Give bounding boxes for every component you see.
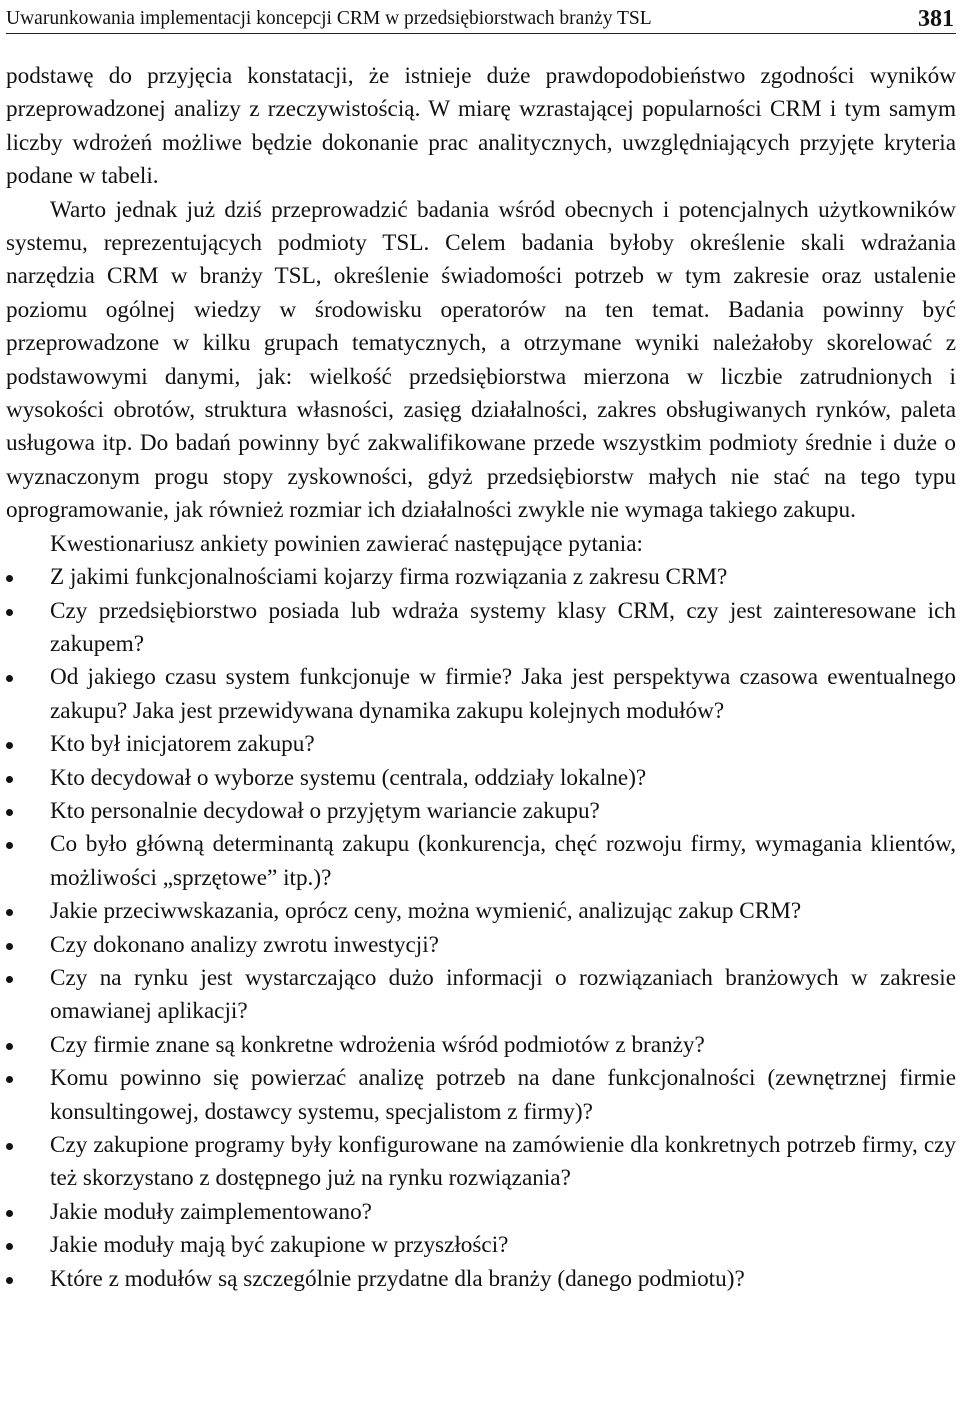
page-number: 381	[918, 6, 954, 32]
bullet-icon	[6, 842, 13, 849]
list-item	[6, 1029, 956, 1062]
bullet-icon	[6, 1076, 13, 1083]
question-text: Z jakimi funkcjonalnościami kojarzy firma rozwiązania z zakresu CRM?	[50, 564, 728, 591]
bullet-icon	[6, 776, 13, 783]
list-item	[6, 561, 956, 594]
question-text: Jakie moduły zaimplementowano?	[50, 1198, 372, 1225]
questionnaire-list	[6, 561, 956, 1296]
bullet-icon	[6, 809, 13, 816]
question-text: Jakie przeciwwskazania, oprócz ceny, można wymienić, analizując zakup CRM?	[50, 898, 802, 925]
list-item	[6, 929, 956, 962]
bullet-icon	[6, 1143, 13, 1150]
list-item	[6, 828, 956, 895]
body-text	[6, 60, 956, 1296]
list-item	[6, 895, 956, 928]
paragraph-questionnaire-intro: Kwestionariusz ankiety powinien zawierać następujące pytania:	[50, 530, 643, 557]
running-header	[6, 0, 956, 34]
question-text: Od jakiego czasu system funkcjonuje w firmie? Jaka jest perspektywa czasowa ewentualnego zakupu? Jaka jest przewidywana dynamika zakupu kolejnych modułów?	[50, 664, 956, 724]
list-item	[6, 795, 956, 828]
question-text: Komu powinno się powierzać analizę potrzeb na dane funkcjonalności (zewnętrznej firmie konsultingowej, dostawcy systemu, specjalistom z firmy)?	[50, 1065, 956, 1125]
bullet-icon	[6, 1277, 13, 1284]
list-item	[6, 595, 956, 662]
list-item	[6, 1196, 956, 1229]
bullet-icon	[6, 909, 13, 916]
question-text: Kto był inicjatorem zakupu?	[50, 731, 315, 758]
bullet-icon	[6, 742, 13, 749]
list-item	[6, 762, 956, 795]
question-text: Czy na rynku jest wystarczająco dużo informacji o rozwiązaniach branżowych w zakresie omawianej aplikacji?	[50, 964, 956, 1025]
question-text: Kto decydował o wyborze systemu (centrala, oddziały lokalne)?	[50, 764, 647, 791]
question-text: Kto personalnie decydował o przyjętym wariancie zakupu?	[50, 797, 600, 824]
bullet-icon	[6, 1243, 13, 1250]
paragraph-research: Warto jednak już dziś przeprowadzić badania wśród obecnych i potencjalnych użytkowników systemu, reprezentujących podmioty TSL. Celem badania byłoby określenie skali wdrażania narzędzia CRM w branży TSL, określenie świadomości potrzeb w tym zakresie oraz ustalenie poziomu ogólnej wiedzy w środowisku operatorów na ten temat. Badania powinny być przeprowadzone w kilku grupach tematycznych, a otrzymane wyniki należałoby skorelować z podstawowymi danymi, jak: wielkość przedsiębiorstwa mierzona w liczbie zatrudnionych i wysokości obrotów, struktura własności, zasięg działalności, zakres obsługiwanych rynków, paleta usługowa itp. Do badań powinny być zakwalifikowane przede wszystkim podmioty średnie i duże o wyznaczonym progu stopy zyskowności, gdyż przedsiębiorstw małych nie stać na tego typu oprogramowanie, jak również rozmiar ich działalności zwykle nie wymaga takiego zakupu.	[6, 196, 956, 524]
list-item	[6, 1263, 956, 1296]
question-text: Czy przedsiębiorstwo posiada lub wdraża systemy klasy CRM, czy jest zainteresowane ich zakupem?	[50, 597, 956, 657]
list-item	[6, 661, 956, 728]
bullet-icon	[6, 943, 13, 950]
question-text: Które z modułów są szczególnie przydatne dla branży (danego podmiotu)?	[50, 1265, 745, 1292]
header-title: Uwarunkowania implementacji koncepcji CRM w przedsiębiorstwach branży TSL	[6, 8, 652, 29]
question-text: Czy zakupione programy były konfigurowane na zamówienie dla konkretnych potrzeb firmy, czy też skorzystano z dostępnego już na rynku rozwiązania?	[50, 1132, 956, 1192]
list-item	[6, 1062, 956, 1129]
question-text: Czy dokonano analizy zwrotu inwestycji?	[50, 931, 439, 958]
bullet-icon	[6, 1210, 13, 1217]
bullet-icon	[6, 675, 13, 682]
list-item	[6, 1229, 956, 1262]
list-item	[6, 1129, 956, 1196]
question-text: Co było główną determinantą zakupu (konkurencja, chęć rozwoju firmy, wymagania klientów, możliwości „sprzętowe” itp.)?	[50, 831, 956, 891]
bullet-icon	[6, 609, 13, 616]
list-item	[6, 962, 956, 1029]
question-text: Czy firmie znane są konkretne wdrożenia wśród podmiotów z branży?	[50, 1031, 705, 1058]
bullet-icon	[6, 1043, 13, 1050]
question-text: Jakie moduły mają być zakupione w przyszłości?	[50, 1232, 509, 1259]
bullet-icon	[6, 976, 13, 983]
paragraph-continuation: podstawę do przyjęcia konstatacji, że istnieje duże prawdopodobieństwo zgodności wyników przeprowadzonej analizy z rzeczywistością. W miarę wzrastającej popularności CRM i tym samym liczby wdrożeń możliwe będzie dokonanie prac analitycznych, uwzględniających przyjęte kryteria podane w tabeli.	[6, 63, 956, 190]
bullet-icon	[6, 575, 13, 582]
list-item	[6, 728, 956, 761]
